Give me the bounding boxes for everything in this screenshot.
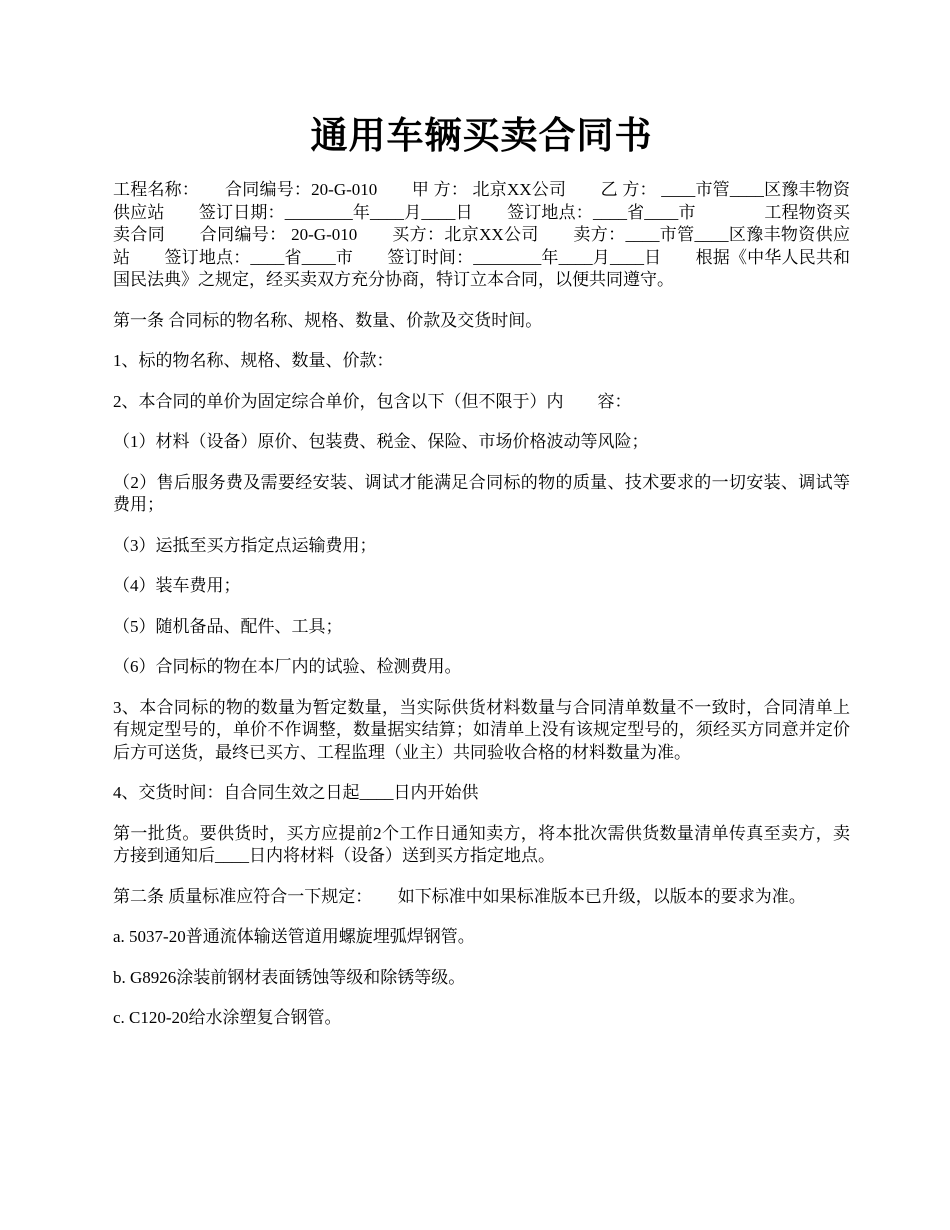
clause-4-item: 4、交货时间：自合同生效之日起____日内开始供 [113,783,479,802]
article-2-heading: 第二条 质量标准应符合一下规定： 如下标准中如果标准版本已升级，以版本的要求为准。 [113,886,806,906]
document-page [113,0,850,1030]
first-batch-paragraph: 第一批货。要供货时，买方应提前2个工作日通知卖方，将本批次需供货数量清单传真至卖方，卖方接到通知后____日内将材料（设备）送到买方指定地点。 [113,823,850,865]
sub-item-2: （2）售后服务费及需要经安装、调试才能满足合同标的物的质量、技术要求的一切安装、调试等费用； [113,472,850,514]
article-1-heading: 第一条 合同标的物名称、规格、数量、价款及交货时间。 [113,310,543,330]
contract-header-paragraph: 工程名称： 合同编号：20-G-010 甲 方： 北京XX公司 乙 方： ____市管____区豫丰物资供应站 签订日期：________年____月____日 签订地点：____省____市 工程物资买卖合同 合同编号： 20-G-010 买方：北京XX公司 卖方：____市管____区豫丰物资供应站 签订地点：____省____市 签订时间：________年____月____日 根据《中华人民共和国民法典》之规定，经买卖双方充分协商，特订立本合同，以便共同遵守。 [113,180,850,289]
sub-item-3: （3）运抵至买方指定点运输费用； [113,535,377,555]
sub-item-6: （6）合同标的物在本厂内的试验、检测费用。 [113,657,462,676]
sub-item-4: （4）装车费用； [113,576,241,595]
document-title: 通用车辆买卖合同书 [310,116,653,157]
clause-3-item: 3、本合同标的物的数量为暂定数量，当实际供货材料数量与合同清单数量不一致时，合同清单上有规定型号的，单价不作调整，数量据实结算；如清单上没有该规定型号的，须经买方同意并定价后方可送货，最终已买方、工程监理（业主）共同验收合格的材料数量为准。 [113,697,850,762]
clause-1-item: 1、标的物名称、规格、数量、价款： [113,351,394,370]
sub-item-5: （5）随机备品、配件、工具； [113,616,343,636]
clause-2-item: 2、本合同的单价为固定综合单价，包含以下（但不限于）内 容： [113,391,632,411]
standard-c: c. C120-20给水涂塑复合钢管。 [113,1008,342,1027]
standard-b: b. G8926涂装前钢材表面锈蚀等级和除锈等级。 [113,967,466,987]
sub-item-1: （1）材料（设备）原价、包装费、税金、保险、市场价格波动等风险； [113,432,649,451]
standard-a: a. 5037-20普通流体输送管道用螺旋埋弧焊钢管。 [113,927,475,946]
